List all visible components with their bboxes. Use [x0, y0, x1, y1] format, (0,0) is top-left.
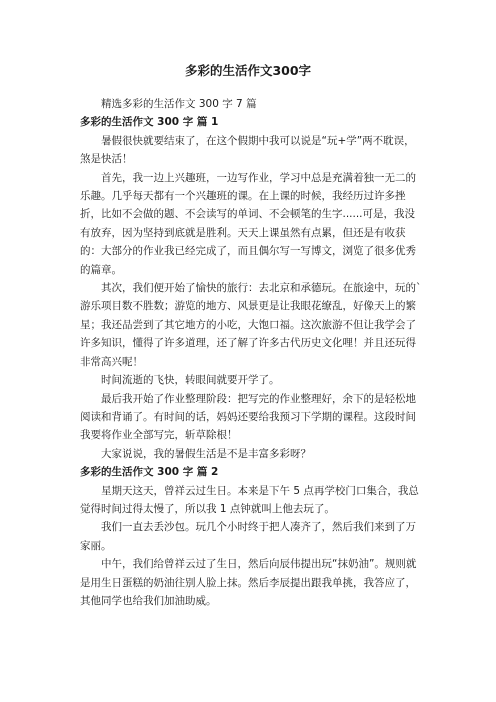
essay-1-paragraph: 其次，我们便开始了愉快的旅行：去北京和承德玩。在旅途中，玩的`游乐项目数不胜数；游览的地方、风景更是让我眼花缭乱，好像天上的繁星；我还品尝到了其它地方的小吃，大饱口福。这次旅游不但让我学会了许多知识，懂得了许多道理，还了解了许多古代历史文化哩！并且还玩得非常高兴呢！ — [80, 282, 422, 368]
document-body — [80, 95, 424, 610]
essay-1-paragraph: 首先，我一边上兴趣班，一边写作业，学习中总是充满着独一无二的乐趣。几乎每天都有一个兴趣班的课。在上课的时候，我经历过许多挫折，比如不会做的题、不会读写的单词、不会顿笔的生字......可是，我没有放弃，因为坚持到底就是胜利。天天上课虽然有点累，但还是有收获的：大部分的作业我已经完成了，而且偶尔写一写博文，浏览了很多优秀的篇章。 — [80, 171, 416, 276]
document-title: 多彩的生活作文300字 — [184, 63, 312, 78]
essay-2-heading: 多彩的生活作文 300 字 篇 2 — [80, 466, 219, 479]
essay-1-paragraph: 时间流逝的飞快，转眼间就要开学了。 — [101, 374, 280, 387]
essay-1-paragraph: 暑假很快就要结束了，在这个假期中我可以说是“玩+学”两不耽误，煞是快活！ — [80, 134, 415, 166]
essay-1-paragraph: 最后我开始了作业整理阶段：把写完的作业整理好，余下的是轻松地阅读和背诵了。有时间的话，妈妈还要给我预习下学期的课程。这段时间我要将作业全部写完，斩草除根！ — [80, 392, 416, 442]
document-subtitle: 精选多彩的生活作文 300 字 7 篇 — [101, 98, 257, 110]
essay-1-paragraph: 大家说说，我的暑假生活是不是丰富多彩呀？ — [101, 447, 311, 460]
essay-2-paragraph: 中午，我们给曾祥云过了生日，然后向辰伟提出玩“抹奶油”。规则就是用生日蛋糕的奶油往别人脸上抹。然后李辰提出跟我单挑，我答应了，其他同学也给我们加油助威。 — [80, 558, 417, 607]
essay-2-paragraph: 星期天这天，曾祥云过生日。本来是下午 5 点再学校门口集合，我总觉得时间过得太慢了，所以我 1 点钟就叫上他去玩了。 — [80, 484, 419, 515]
essay-1-heading: 多彩的生活作文 300 字 篇 1 — [80, 116, 219, 129]
essay-2-paragraph: 我们一直去丢沙包。玩几个小时终于把人凑齐了，然后我们来到了万家丽。 — [80, 521, 416, 552]
